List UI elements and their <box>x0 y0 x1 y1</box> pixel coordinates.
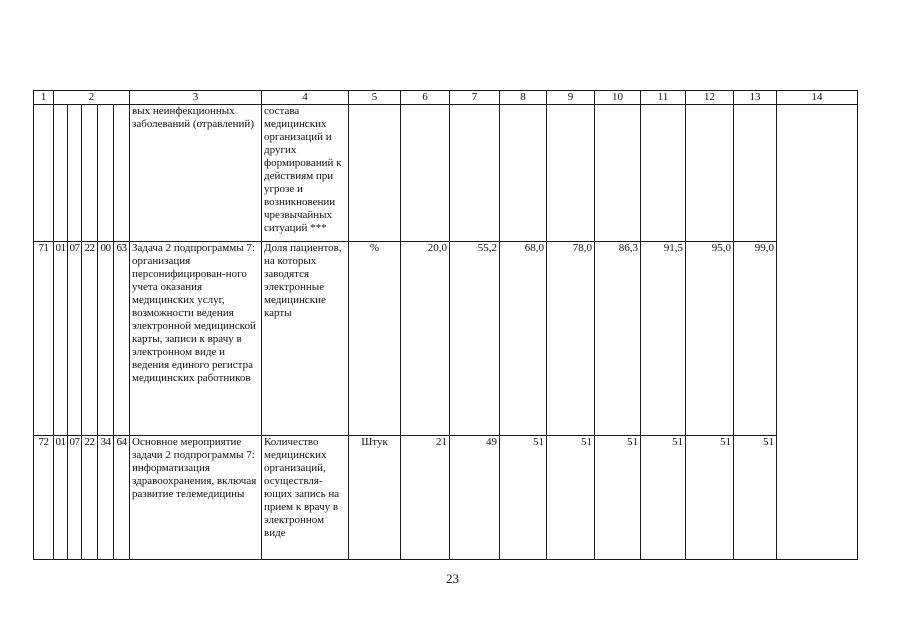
value-cell: 20,0 <box>401 242 450 436</box>
continuation-task-text: вых неинфекционных заболеваний (отравлений) <box>130 105 262 242</box>
value-cell: 51 <box>500 436 547 560</box>
code-cell: 64 <box>114 436 130 560</box>
task-text: Задача 2 подпрограммы 7: организация персонифицирован-ного учета оказания медицинских услуг, возможности ведения электронной медицинской карты, записи к врачу в электронном виде и ведения единого регистра медицинских работников <box>130 242 262 436</box>
code-cell: 34 <box>98 436 114 560</box>
code-cell: 01 <box>54 242 68 436</box>
header-col-9: 9 <box>547 91 595 105</box>
header-col-4: 4 <box>262 91 349 105</box>
table-row <box>34 436 858 560</box>
value-cell: 21 <box>401 436 450 560</box>
value-cell: 78,0 <box>547 242 595 436</box>
value-cell: 49 <box>450 436 500 560</box>
value-cell: 51 <box>547 436 595 560</box>
value-cell: 86,3 <box>595 242 641 436</box>
value-cell: 95,0 <box>686 242 734 436</box>
code-cell: 63 <box>114 242 130 436</box>
indicator-text: Доля пациентов, на которых заводятся электронные медицинские карты <box>262 242 349 436</box>
code-cell: 07 <box>68 436 82 560</box>
value-cell: 55,2 <box>450 242 500 436</box>
value-cell: 68,0 <box>500 242 547 436</box>
unit-cell: % <box>349 242 401 436</box>
header-col-10: 10 <box>595 91 641 105</box>
row-number: 71 <box>34 242 54 436</box>
value-cell: 51 <box>595 436 641 560</box>
header-col-2: 2 <box>54 91 130 105</box>
header-col-7: 7 <box>450 91 500 105</box>
value-cell: 51 <box>734 436 777 560</box>
indicator-table <box>33 90 858 560</box>
header-col-6: 6 <box>401 91 450 105</box>
header-col-13: 13 <box>734 91 777 105</box>
header-col-11: 11 <box>641 91 686 105</box>
header-col-12: 12 <box>686 91 734 105</box>
value-cell: 99,0 <box>734 242 777 436</box>
continuation-row <box>34 105 858 242</box>
header-col-1: 1 <box>34 91 54 105</box>
header-col-14: 14 <box>777 91 858 105</box>
code-cell: 00 <box>98 242 114 436</box>
column-14-cell <box>777 105 858 560</box>
code-cell: 22 <box>82 242 98 436</box>
task-text: Основное мероприятие задачи 2 подпрограммы 7: информатизация здравоохранения, включая развитие телемедицины <box>130 436 262 560</box>
code-cell: 01 <box>54 436 68 560</box>
unit-cell: Штук <box>349 436 401 560</box>
page-number: 23 <box>446 571 459 586</box>
indicator-text: Количество медицинских организаций, осуществля-ющих запись на прием к врачу в электронном виде <box>262 436 349 560</box>
header-col-5: 5 <box>349 91 401 105</box>
continuation-indicator-text: состава медицинских организаций и других формирований к действиям при угрозе и возникновении чрезвычайных ситуаций *** <box>262 105 349 242</box>
header-col-8: 8 <box>500 91 547 105</box>
header-row <box>34 91 858 105</box>
row-number: 72 <box>34 436 54 560</box>
code-cell: 22 <box>82 436 98 560</box>
table-row <box>34 242 858 436</box>
value-cell: 51 <box>686 436 734 560</box>
value-cell: 91,5 <box>641 242 686 436</box>
header-col-3: 3 <box>130 91 262 105</box>
value-cell: 51 <box>641 436 686 560</box>
code-cell: 07 <box>68 242 82 436</box>
